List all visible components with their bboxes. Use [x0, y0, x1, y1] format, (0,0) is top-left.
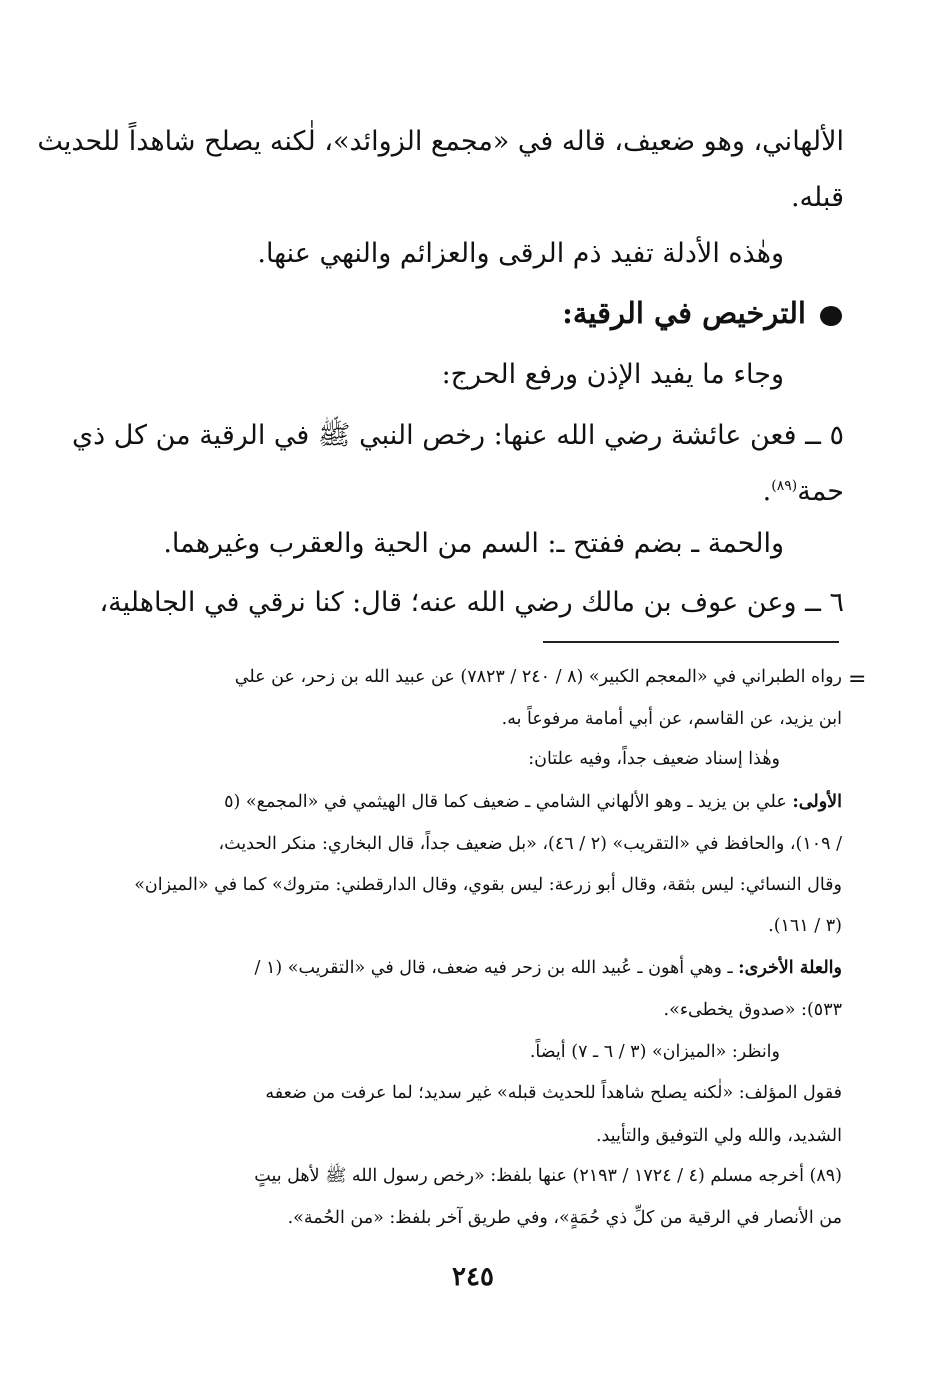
continuation-mark: = [848, 667, 867, 692]
paragraph: وجاء ما يفيد الإذن ورفع الحرج: [441, 359, 784, 390]
paragraph: ٦ ــ وعن عوف بن مالك رضي الله عنه؛ قال: كنا نرقي في الجاهلية، [99, 587, 844, 618]
paragraph-line: ٥ ــ فعن عائشة رضي الله عنها: رخص النبي ﷺ في الرقية من كل ذي [71, 420, 844, 451]
page-number: ٢٤٥ [452, 1262, 494, 1292]
paragraph-line [763, 468, 844, 510]
footnote-line: وانظر: «الميزان» (٣ / ٦ ـ ٧) أيضاً. [529, 1042, 780, 1062]
footnote-ref: (٨٩) [771, 478, 798, 494]
footnote-line: (٣ / ١٦١). [768, 916, 842, 936]
footnote-line [254, 955, 842, 981]
paragraph: وهٰذه الأدلة تفيد ذم الرقى والعزائم والنهي عنها. [257, 238, 784, 269]
footnote-line: رواه الطبراني في «المعجم الكبير» (٨ / ٢٤٠ / ٧٨٢٣) عن عبيد الله بن زحر، عن علي [234, 667, 842, 687]
paragraph: والحمة ـ بضم ففتح ـ: السم من الحية والعقرب وغيرهما. [163, 528, 784, 559]
footnote-line: (٨٩) أخرجه مسلم (٤ / ١٧٢٤ / ٢١٩٣) عنها بلفظ: «رخص رسول الله ﷺ لأهل بيتٍ [254, 1166, 842, 1186]
paragraph-line: الألهاني، وهو ضعيف، قاله في «مجمع الزوائد»، لٰكنه يصلح شاهداً للحديث [37, 126, 844, 157]
section-heading: الترخيص في الرقية: [562, 296, 806, 330]
footnote-line: فقول المؤلف: «لٰكنه يصلح شاهداً للحديث قبله» غير سديد؛ لما عرفت من ضعفه [265, 1083, 842, 1103]
footnote-line: وهٰذا إسناد ضعيف جداً، وفيه علتان: [528, 749, 780, 769]
paragraph-text: حمة [797, 476, 844, 507]
footnote-line: ابن يزيد، عن القاسم، عن أبي أمامة مرفوعاً به. [501, 709, 842, 729]
footnote-line: الشديد، والله ولي التوفيق والتأييد. [595, 1126, 842, 1146]
bullet-icon [820, 306, 842, 326]
footnote-label: والعلة الأخرى: [738, 958, 842, 978]
footnote-text: ـ وهي أهون ـ عُبيد الله بن زحر فيه ضعف، قال في «التقريب» (١ / [254, 958, 739, 978]
footnote-line: / ١٠٩)، والحافظ في «التقريب» (٢ / ٤٦)، «بل ضعيف جداً، قال البخاري: منكر الحديث، [218, 834, 842, 854]
footnote-line [224, 789, 842, 815]
footnote-line: من الأنصار في الرقية من كلِّ ذي حُمَةٍ»، وفي طريق آخر بلفظ: «من الحُمة». [287, 1208, 842, 1228]
footnote-line: وقال النسائي: ليس بثقة، وقال أبو زرعة: ليس بقوي، وقال الدارقطني: متروك» كما في «الميزان» [134, 875, 842, 895]
footnote-line: ٥٣٣): «صدوق يخطىء». [663, 1000, 842, 1020]
paragraph-text: . [762, 476, 772, 507]
footnote-text: علي بن يزيد ـ وهو الألهاني الشامي ـ ضعيف كما قال الهيثمي في «المجمع» (٥ [224, 792, 793, 812]
paragraph-line: قبله. [790, 182, 844, 213]
footnote-label: الأولى: [792, 792, 842, 812]
footnote-divider [543, 641, 839, 643]
